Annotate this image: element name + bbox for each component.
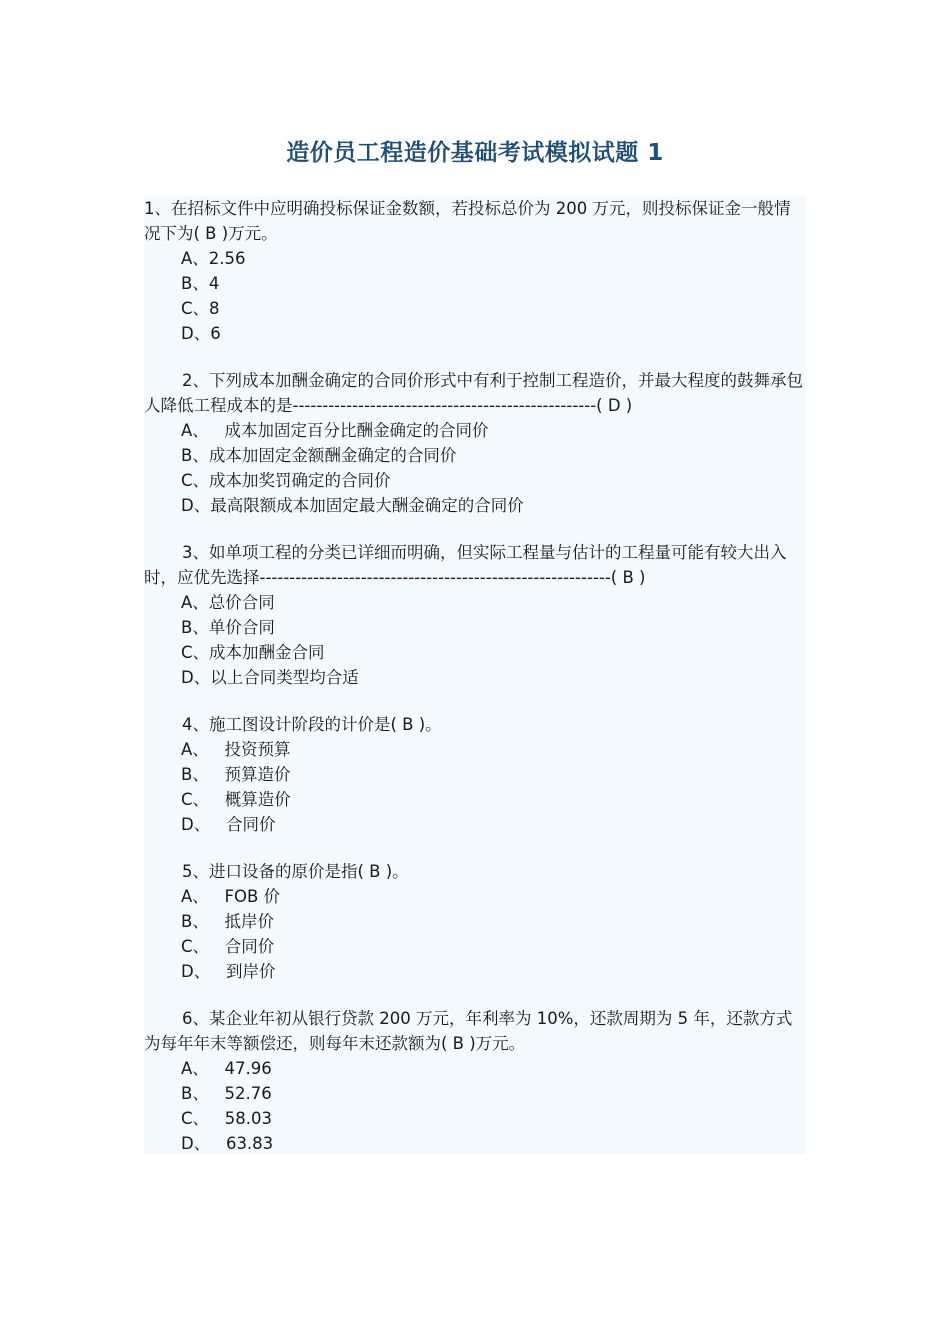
question-2 xyxy=(144,368,806,518)
question-text: 1、在招标文件中应明确投标保证金数额，若投标总价为 200 万元，则投标保证金一般情况下为( B )万元。 xyxy=(144,199,791,243)
spacer xyxy=(144,690,806,712)
question-text: 3、如单项工程的分类已详细而明确，但实际工程量与估计的工程量可能有较大出入时，应优先选择-----------------------------------------------------------( B ) xyxy=(144,543,787,587)
option-c: C、8 xyxy=(181,299,220,318)
option-d: D、以上合同类型均合适 xyxy=(181,668,359,687)
question-4 xyxy=(144,712,806,837)
option-b: B、 抵岸价 xyxy=(181,912,275,931)
option-d: D、最高限额成本加固定最大酬金确定的合同价 xyxy=(181,496,524,515)
option-b: B、 预算造价 xyxy=(181,765,291,784)
spacer xyxy=(144,837,806,859)
question-6 xyxy=(144,1006,806,1156)
question-text: 4、施工图设计阶段的计价是( B )。 xyxy=(182,715,442,734)
option-a: A、 成本加固定百分比酬金确定的合同价 xyxy=(181,421,489,440)
option-c: C、 58.03 xyxy=(181,1109,272,1128)
option-d: D、 合同价 xyxy=(181,815,276,834)
option-b: B、4 xyxy=(181,274,220,293)
option-a: A、总价合同 xyxy=(181,593,275,612)
option-b: B、 52.76 xyxy=(181,1084,272,1103)
option-a: A、 投资预算 xyxy=(181,740,291,759)
option-c: C、 合同价 xyxy=(181,937,275,956)
option-c: C、 概算造价 xyxy=(181,790,291,809)
option-a: A、2.56 xyxy=(181,249,246,268)
option-d: D、 63.83 xyxy=(181,1134,274,1153)
option-c: C、成本加奖罚确定的合同价 xyxy=(181,471,391,490)
question-text: 2、下列成本加酬金确定的合同价形式中有利于控制工程造价，并最大程度的鼓舞承包人降低工程成本的是---------------------------------------------------( D ) xyxy=(144,371,803,415)
option-d: D、 到岸价 xyxy=(181,962,276,981)
spacer xyxy=(144,984,806,1006)
option-b: B、单价合同 xyxy=(181,618,275,637)
spacer xyxy=(144,346,806,368)
question-3 xyxy=(144,540,806,690)
page-title: 造价员工程造价基础考试模拟试题 1 xyxy=(286,140,664,166)
question-1 xyxy=(144,196,806,346)
option-a: A、 47.96 xyxy=(181,1059,272,1078)
option-d: D、6 xyxy=(181,324,221,343)
question-text: 5、进口设备的原价是指( B )。 xyxy=(182,862,409,881)
option-b: B、成本加固定金额酬金确定的合同价 xyxy=(181,446,457,465)
question-list xyxy=(144,196,806,1154)
spacer xyxy=(144,518,806,540)
option-c: C、成本加酬金合同 xyxy=(181,643,325,662)
option-a: A、 FOB 价 xyxy=(181,887,281,906)
question-5 xyxy=(144,859,806,984)
question-text: 6、某企业年初从银行贷款 200 万元，年利率为 10%，还款周期为 5 年，还款方式为每年年末等额偿还，则每年末还款额为( B )万元。 xyxy=(144,1009,793,1053)
